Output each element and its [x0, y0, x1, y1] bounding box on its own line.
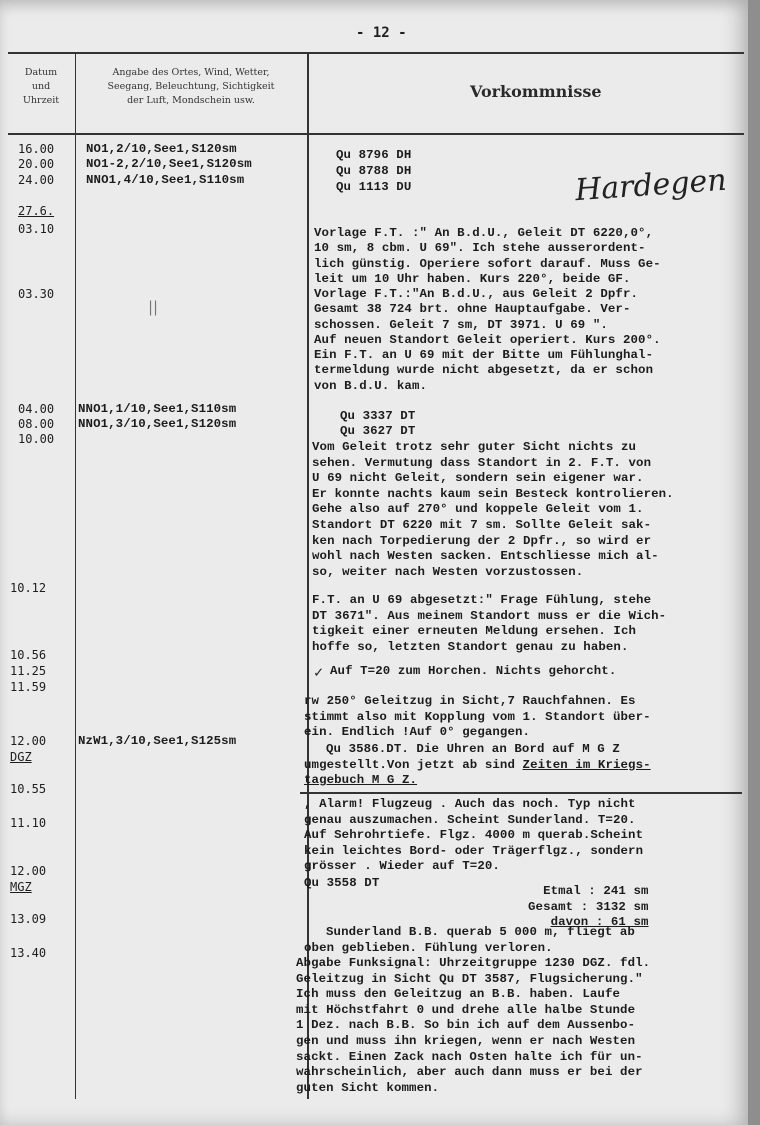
header-angabe: Angabe des Ortes, Wind, Wetter, Seegang, Beleuchtung, Sichtigkeit der Luft, Mondschein usw. [107, 67, 275, 106]
entry-0330: Vorlage F.T.:"An B.d.U., aus Geleit 2 Dpfr. Gesamt 38 724 brt. ohne Hauptaufgabe. Ver- schossen. Geleit 7 sm, DT 3971. U 69 ". Auf neuen Standort Geleit operiert. Kurs 200°. Ein F.T. an U 69 mit der Bitte um Fühlunghal- termeldung wurde nicht abgesetzt, da er schon von B.d.U. kam. [314, 287, 661, 393]
check-mark-icon: ✓ [314, 663, 324, 681]
entry-1012: F.T. an U 69 abgesetzt:" Frage Fühlung, stehe DT 3671". Aus meinem Standort muss er die Wich- tigkeit einer erneuten Meldung ersehen. Ich hoffe so, letzten Standort genau zu haben. [312, 593, 667, 654]
page-number: - 12 - [356, 25, 407, 41]
time-1012: 10.12 [10, 581, 47, 595]
time-2400: 24.00 [18, 173, 55, 187]
entry-1340: Abgabe Funksignal: Uhrzeitgruppe 1230 DGZ. fdl. Geleitzug in Sicht Qu DT 3587, Flugsicherung." Ich muss den Geleitzug an B.B. haben. Laufe mit Höchstfahrt 0 und drehe alle halbe Stunde 1 Dez. nach B.B. So bin ich auf dem Aussenbo- gen und muss ihn kriegen, wenn er nach Westen sackt. Einen Zack nach Osten halte ich für un- wahrscheinlich, aber auch dann muss er bei der guten Sicht kommen. [296, 956, 651, 1095]
time-0310: 03.10 [18, 222, 55, 236]
entry-1200: Qu 3586.DT. Die Uhren an Bord auf M G Z umgestellt.Von jetzt ab sind Zeiten im Kriegs- tagebuch M G Z. [304, 742, 651, 788]
entry-1110: , Alarm! Flugzeug . Auch das noch. Typ nicht genau auszumachen. Scheint Sunderland. T=20. Auf Sehrohrtiefe. Flgz. 4000 m querab.Scheint kein leichtes Bord- oder Trägerflgz., sondern grösser . Wieder auf T=20. [304, 797, 644, 874]
position-2000: Qu 8788 DH [336, 164, 412, 178]
label-mgz: MGZ [10, 880, 32, 894]
weather-0400: NNO1,1/10,See1,S110sm [78, 402, 237, 416]
weather-0800: NNO1,3/10,See1,S120sm [78, 417, 237, 431]
position-2400: Qu 1113 DU [336, 180, 412, 194]
time-1309: 13.09 [10, 912, 47, 926]
time-1056: 10.56 [10, 648, 47, 662]
weather-1600: NO1,2/10,See1,S120sm [86, 142, 237, 156]
date-27-6: 27.6. [18, 204, 55, 218]
header-bottom-rule [8, 133, 744, 135]
weather-2400: NNO1,4/10,See1,S110sm [86, 173, 245, 187]
position-0800: Qu 3627 DT [340, 424, 416, 438]
time-1600: 16.00 [18, 142, 55, 156]
position-1600: Qu 8796 DH [336, 148, 412, 162]
label-dgz: DGZ [10, 750, 32, 764]
time-1340: 13.40 [10, 946, 47, 960]
time-2000: 20.00 [18, 157, 55, 171]
time-0400: 04.00 [18, 402, 55, 416]
header-vorkommnisse: Vorkommnisse [470, 82, 602, 101]
time-1055: 10.55 [10, 782, 47, 796]
weather-1200: NzW1,3/10,See1,S125sm [78, 734, 237, 748]
section-divider [300, 792, 742, 794]
weather-2000: NO1-2,2/10,See1,S120sm [86, 157, 252, 171]
time-1159: 11.59 [10, 680, 47, 694]
time-1000: 10.00 [18, 432, 55, 446]
header-datum: Datum und Uhrzeit [22, 67, 60, 106]
position-0400: Qu 3337 DT [340, 409, 416, 423]
time-1110: 11.10 [10, 816, 47, 830]
time-1200-mgz: 12.00 [10, 864, 47, 878]
column-divider-1 [75, 54, 76, 1099]
time-1200-dgz: 12.00 [10, 734, 47, 748]
entry-1125: Auf T=20 zum Horchen. Nichts gehorcht. [330, 664, 617, 678]
entry-0310: Vorlage F.T. :" An B.d.U., Geleit DT 6220,0°, 10 sm, 8 cbm. U 69". Ich stehe ausserordent- lich günstig. Operiere sofort darauf. Muss Ge- leit um 10 Uhr haben. Kurs 220°, beide GF. [314, 226, 661, 286]
signature-hardegen: Hardegen [573, 162, 728, 209]
entry-1000: Vom Geleit trotz sehr guter Sicht nichts zu sehen. Vermutung dass Standort in 2. F.T. von U 69 nicht Geleit, sondern sein eigener war. Er konnte nachts kaum sein Besteck kontrolieren. Gehe also auf 270° und koppele Geleit vom 1. Standort DT 6220 mit 7 sm. Sollte Geleit sak- ken nach Torpedierung der 2 Dpfr., so wird er wohl nach Westen sacken. Entschliesse mich al- so, weiter nach Westen vorzustossen. [312, 440, 674, 579]
time-0800: 08.00 [18, 417, 55, 431]
etmal-summary: Etmal : 241 sm Gesamt : 3132 sm davon : 61 sm [528, 884, 649, 930]
header-top-rule [8, 52, 744, 54]
position-1200: Qu 3558 DT [304, 876, 380, 890]
time-1125: 11.25 [10, 664, 47, 678]
time-0330: 03.30 [18, 287, 55, 301]
entry-1159: rw 250° Geleitzug in Sicht,7 Rauchfahnen. Es stimmt also mit Kopplung vom 1. Standort über- ein. Endlich !Auf 0° gegangen. [304, 694, 651, 740]
entry-1309: Sunderland B.B. querab 5 000 m, fliegt ab oben geblieben. Fühlung verloren. [304, 925, 635, 955]
stray-mark: || [148, 298, 159, 316]
